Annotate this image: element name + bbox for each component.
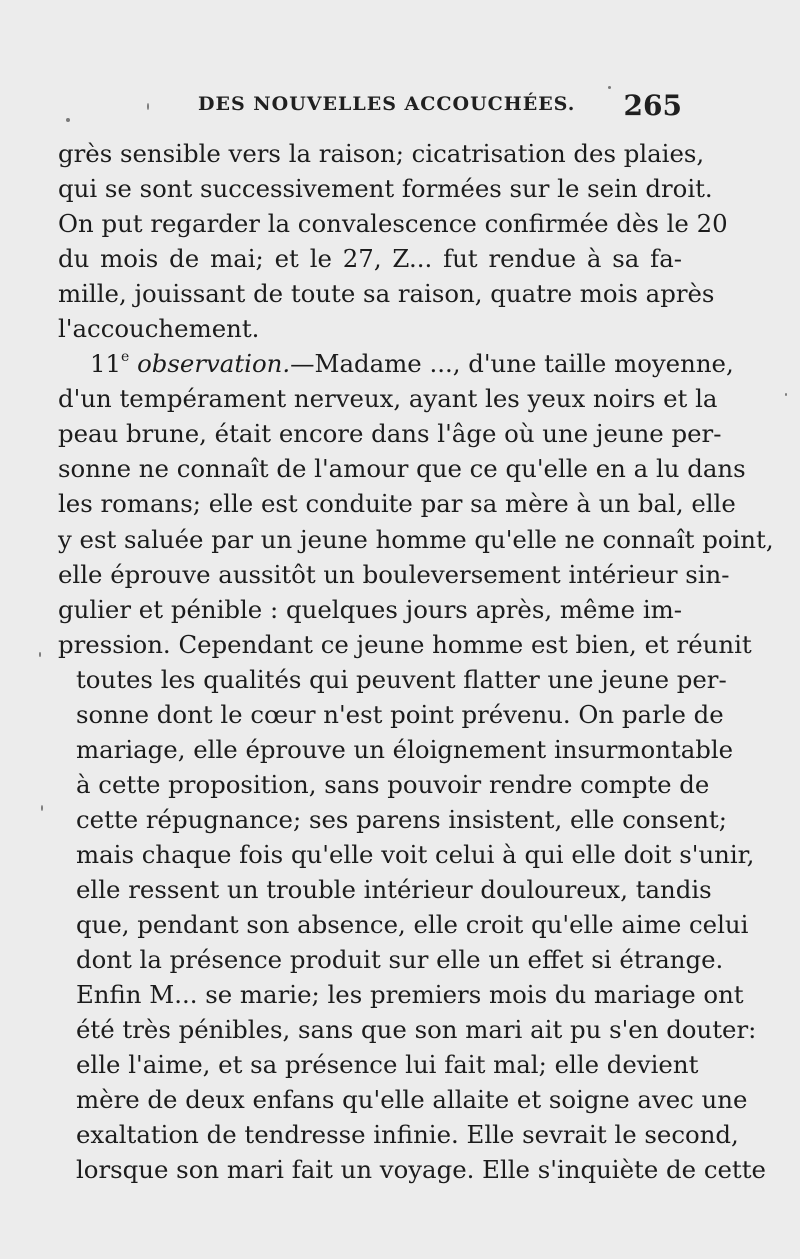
observation-heading-line (58, 346, 734, 381)
text-line: cette répugnance; ses parens insistent, elle consent; (76, 804, 727, 834)
text-line: qui se sont successivement formées sur le sein droit. (58, 174, 713, 204)
paper-speck (39, 652, 41, 657)
text-line: les romans; elle est conduite par sa mère à un bal, elle (58, 489, 736, 519)
observation-number (90, 349, 129, 378)
text-line: elle éprouve aussitôt un bouleversement intérieur sin- (58, 559, 730, 589)
paper-speck (608, 86, 611, 89)
observation-number-superscript: e (121, 349, 130, 366)
body-text (58, 136, 774, 1187)
text-line: gulier et pénible : quelques jours après, même im- (58, 594, 682, 624)
text-line: sonne dont le cœur n'est point prévenu. On parle de (76, 699, 724, 729)
text-line: mille, jouissant de toute sa raison, quatre mois après (58, 279, 715, 309)
text-line: mais chaque fois qu'elle voit celui à qui elle doit s'unir, (76, 839, 755, 869)
observation-label: observation. (137, 349, 291, 379)
text-line: dont la présence produit sur elle un effet si étrange. (76, 945, 724, 975)
paper-speck (41, 805, 43, 811)
text-line: sonne ne connaît de l'amour que ce qu'elle en a lu dans (58, 454, 746, 484)
text-line: y est saluée par un jeune homme qu'elle ne connaît point, (58, 524, 774, 554)
text-line: à cette proposition, sans pouvoir rendre compte de (76, 769, 710, 799)
text-line: peau brune, était encore dans l'âge où une jeune per- (58, 419, 722, 449)
page-number: 265 (623, 89, 682, 122)
text-line: que, pendant son absence, elle croit qu'elle aime celui (76, 910, 749, 940)
text-line: grès sensible vers la raison; cicatrisation des plaies, (58, 139, 705, 168)
paper-speck (66, 118, 70, 122)
text-line: l'accouchement. (58, 314, 260, 344)
text-line: mariage, elle éprouve un éloignement insurmontable (76, 734, 734, 764)
text-line: été très pénibles, sans que son mari ait pu s'en douter: (76, 1015, 757, 1045)
text-line: Enfin M... se marie; les premiers mois du mariage ont (76, 980, 744, 1010)
observation-number-value: 11 (90, 349, 122, 379)
text-line: du mois de mai; et le 27, Z... fut rendue à sa fa- (58, 244, 682, 274)
running-title: DES NOUVELLES ACCOUCHÉES. (198, 93, 576, 115)
observation-first-line-text: —Madame ..., d'une taille moyenne, (290, 349, 734, 379)
text-line: mère de deux enfans qu'elle allaite et soigne avec une (76, 1085, 748, 1115)
text-line: lorsque son mari fait un voyage. Elle s'inquiète de cette (76, 1155, 766, 1185)
paper-speck (147, 103, 149, 110)
text-line: On put regarder la convalescence confirmée dès le 20 (58, 209, 728, 239)
text-line: d'un tempérament nerveux, ayant les yeux noirs et la (58, 384, 718, 414)
text-line: toutes les qualités qui peuvent flatter une jeune per- (76, 664, 727, 694)
paper-speck (785, 393, 787, 396)
text-line: exaltation de tendresse infinie. Elle sevrait le second, (76, 1120, 739, 1150)
text-line: pression. Cependant ce jeune homme est bien, et réunit (58, 629, 752, 659)
text-line: elle l'aime, et sa présence lui fait mal; elle devient (76, 1050, 699, 1080)
text-line: elle ressent un trouble intérieur douloureux, tandis (76, 874, 712, 904)
page-header (60, 89, 682, 127)
